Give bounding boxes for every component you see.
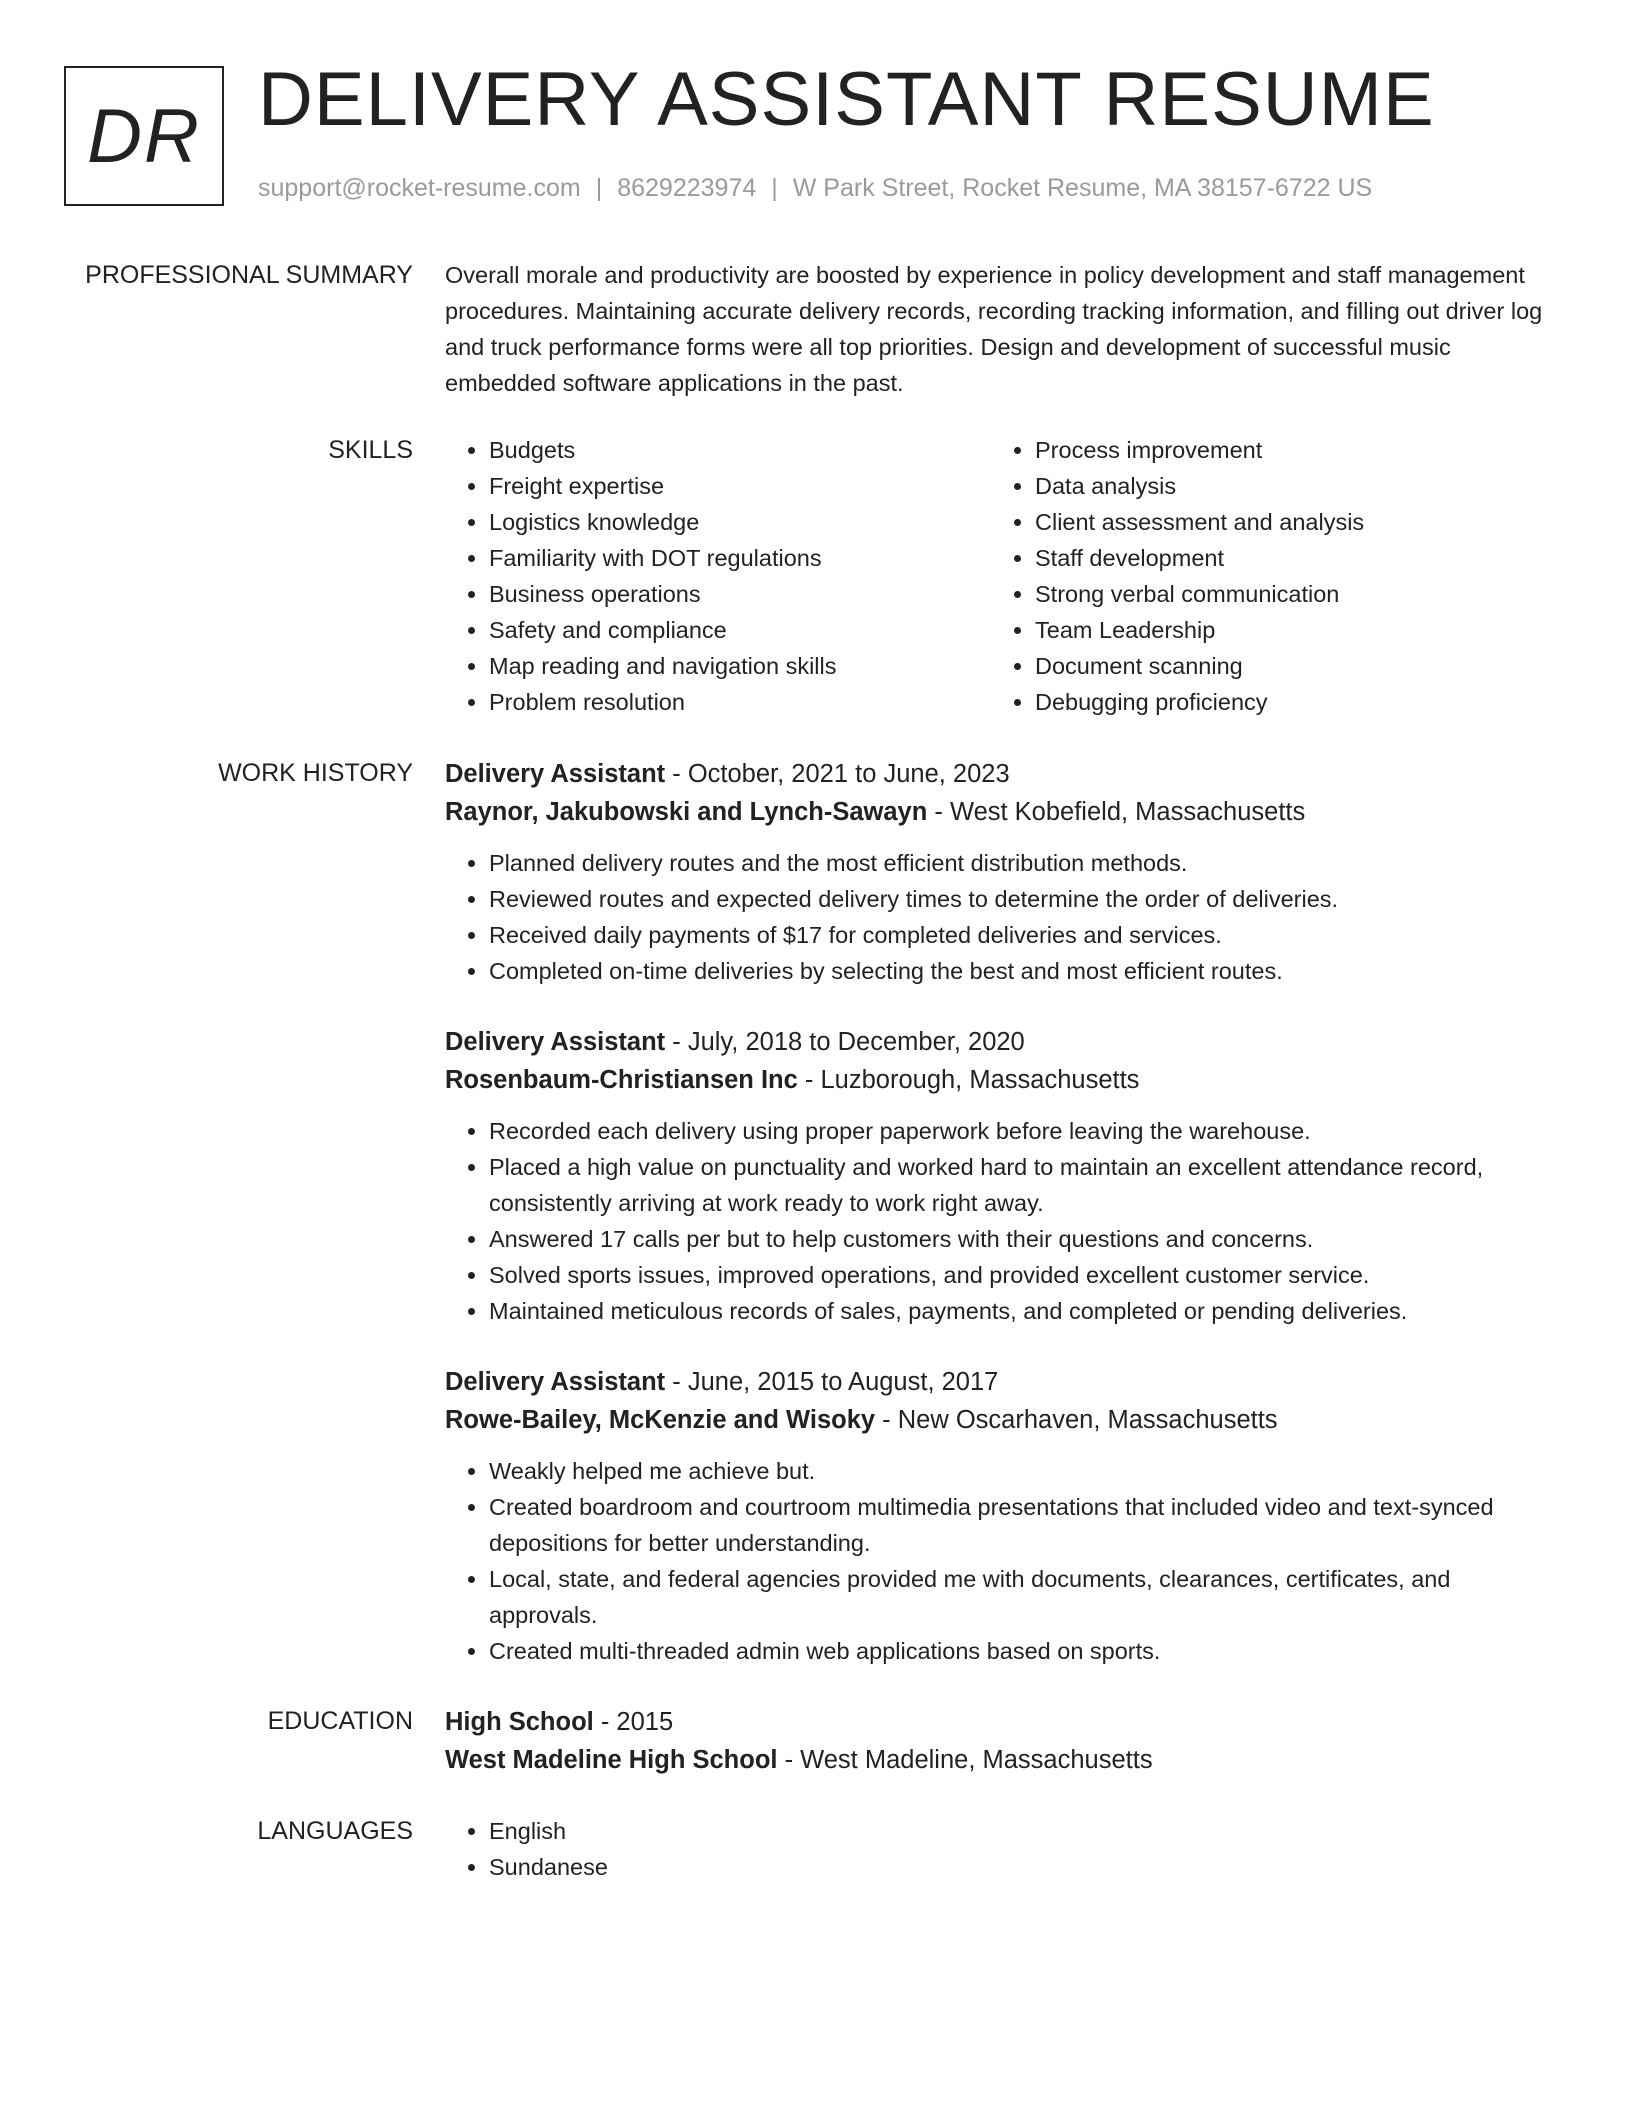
languages-body	[445, 1813, 1560, 1885]
job-company-line	[445, 1401, 1560, 1439]
skill-item: • Document scanning	[1035, 648, 1555, 684]
skill-item: • Process improvement	[1035, 432, 1555, 468]
job-entry	[445, 755, 1560, 989]
job-dates: - October, 2021 to June, 2023	[665, 760, 1010, 788]
skill-item: • Staff development	[1035, 540, 1555, 576]
job-bullet: • Local, state, and federal agencies provided me with documents, clearances, certificates, and approvals.	[489, 1561, 1560, 1633]
skill-item: • Debugging proficiency	[1035, 684, 1555, 720]
job-bullet: • Placed a high value on punctuality and worked hard to maintain an excellent attendance record, consistently arriving at work ready to work right away.	[489, 1149, 1560, 1221]
job-bullets	[445, 845, 1560, 989]
job-bullet: • Planned delivery routes and the most efficient distribution methods.	[489, 845, 1560, 881]
skill-item: • Team Leadership	[1035, 612, 1555, 648]
job-title: Delivery Assistant	[445, 1028, 666, 1056]
section-label-work-history: WORK HISTORY	[218, 759, 413, 787]
language-item: • Sundanese	[489, 1849, 1560, 1885]
job-bullet: • Reviewed routes and expected delivery times to determine the order of deliveries.	[489, 881, 1560, 917]
contact-separator: |	[771, 174, 778, 202]
skill-item: • Business operations	[489, 576, 1009, 612]
job-company-line	[445, 1061, 1560, 1099]
monogram-badge: DR	[64, 66, 224, 206]
job-bullets	[445, 1453, 1560, 1669]
job-bullet: • Solved sports issues, improved operations, and provided excellent customer service.	[489, 1257, 1560, 1293]
job-bullet: • Received daily payments of $17 for completed deliveries and services.	[489, 917, 1560, 953]
job-bullet: • Maintained meticulous records of sales, payments, and completed or pending deliveries.	[489, 1293, 1560, 1329]
education-location: - West Madeline, Massachusetts	[777, 1746, 1153, 1774]
job-dates: - July, 2018 to December, 2020	[665, 1028, 1025, 1056]
job-company: Rosenbaum-Christiansen Inc	[445, 1066, 798, 1094]
skill-item: • Strong verbal communication	[1035, 576, 1555, 612]
skill-item: • Safety and compliance	[489, 612, 1009, 648]
education-school: West Madeline High School	[445, 1746, 778, 1774]
job-bullet: • Answered 17 calls per but to help customers with their questions and concerns.	[489, 1221, 1560, 1257]
job-bullet: • Weakly helped me achieve but.	[489, 1453, 1560, 1489]
job-entry	[445, 1363, 1560, 1669]
education-degree-line	[445, 1703, 1560, 1741]
section-label-skills: SKILLS	[328, 436, 413, 464]
job-title-line	[445, 1023, 1560, 1061]
skill-item: • Data analysis	[1035, 468, 1555, 504]
job-bullet: • Created multi-threaded admin web applications based on sports.	[489, 1633, 1560, 1669]
education-entry	[445, 1703, 1560, 1779]
job-location: - West Kobefield, Massachusetts	[927, 798, 1306, 826]
skill-item: • Freight expertise	[489, 468, 1009, 504]
skill-item: • Client assessment and analysis	[1035, 504, 1555, 540]
skill-item: • Budgets	[489, 432, 1009, 468]
languages-list	[445, 1813, 1560, 1885]
skill-item: • Map reading and navigation skills	[489, 648, 1009, 684]
job-location: - Luzborough, Massachusetts	[797, 1066, 1140, 1094]
job-company-line	[445, 793, 1560, 831]
language-item: • English	[489, 1813, 1560, 1849]
job-entry	[445, 1023, 1560, 1329]
job-title: Delivery Assistant	[445, 760, 666, 788]
skills-list-right	[991, 432, 1555, 720]
job-title-line	[445, 755, 1560, 793]
education-year: - 2015	[593, 1708, 674, 1736]
resume-title: DELIVERY ASSISTANT RESUME	[258, 57, 1435, 142]
job-title: Delivery Assistant	[445, 1368, 666, 1396]
contact-address: W Park Street, Rocket Resume, MA 38157-6722 US	[792, 174, 1373, 202]
skills-list-left	[445, 432, 1009, 720]
contact-email[interactable]: support@rocket-resume.com	[258, 174, 581, 202]
education-degree: High School	[445, 1708, 594, 1736]
job-dates: - June, 2015 to August, 2017	[665, 1368, 999, 1396]
job-bullet: • Recorded each delivery using proper paperwork before leaving the warehouse.	[489, 1113, 1560, 1149]
job-bullet: • Completed on-time deliveries by selecting the best and most efficient routes.	[489, 953, 1560, 989]
section-label-languages: LANGUAGES	[257, 1817, 413, 1845]
section-label-summary: PROFESSIONAL SUMMARY	[85, 261, 413, 289]
education-school-line	[445, 1741, 1560, 1779]
contact-phone[interactable]: 8629223974	[617, 174, 757, 202]
skills-body	[445, 432, 1560, 722]
job-bullets	[445, 1113, 1560, 1329]
summary-text: Overall morale and productivity are boosted by experience in policy development and staff management procedures. Maintaining accurate delivery records, recording tracking information, and filling out driver log and truck performance forms were all top priorities. Design and development of successful music embedded software applications in the past.	[445, 262, 1543, 396]
section-label-education: EDUCATION	[267, 1707, 413, 1735]
job-bullet: • Created boardroom and courtroom multimedia presentations that included video and text-synced depositions for better understanding.	[489, 1489, 1560, 1561]
job-location: - New Oscarhaven, Massachusetts	[875, 1406, 1278, 1434]
job-company: Rowe-Bailey, McKenzie and Wisoky	[445, 1406, 876, 1434]
job-title-line	[445, 1363, 1560, 1401]
skill-item: • Logistics knowledge	[489, 504, 1009, 540]
job-company: Raynor, Jakubowski and Lynch-Sawayn	[445, 798, 928, 826]
contact-line	[258, 174, 1372, 203]
skill-item: • Familiarity with DOT regulations	[489, 540, 1009, 576]
contact-separator: |	[595, 174, 603, 202]
skill-item: • Problem resolution	[489, 684, 1009, 720]
